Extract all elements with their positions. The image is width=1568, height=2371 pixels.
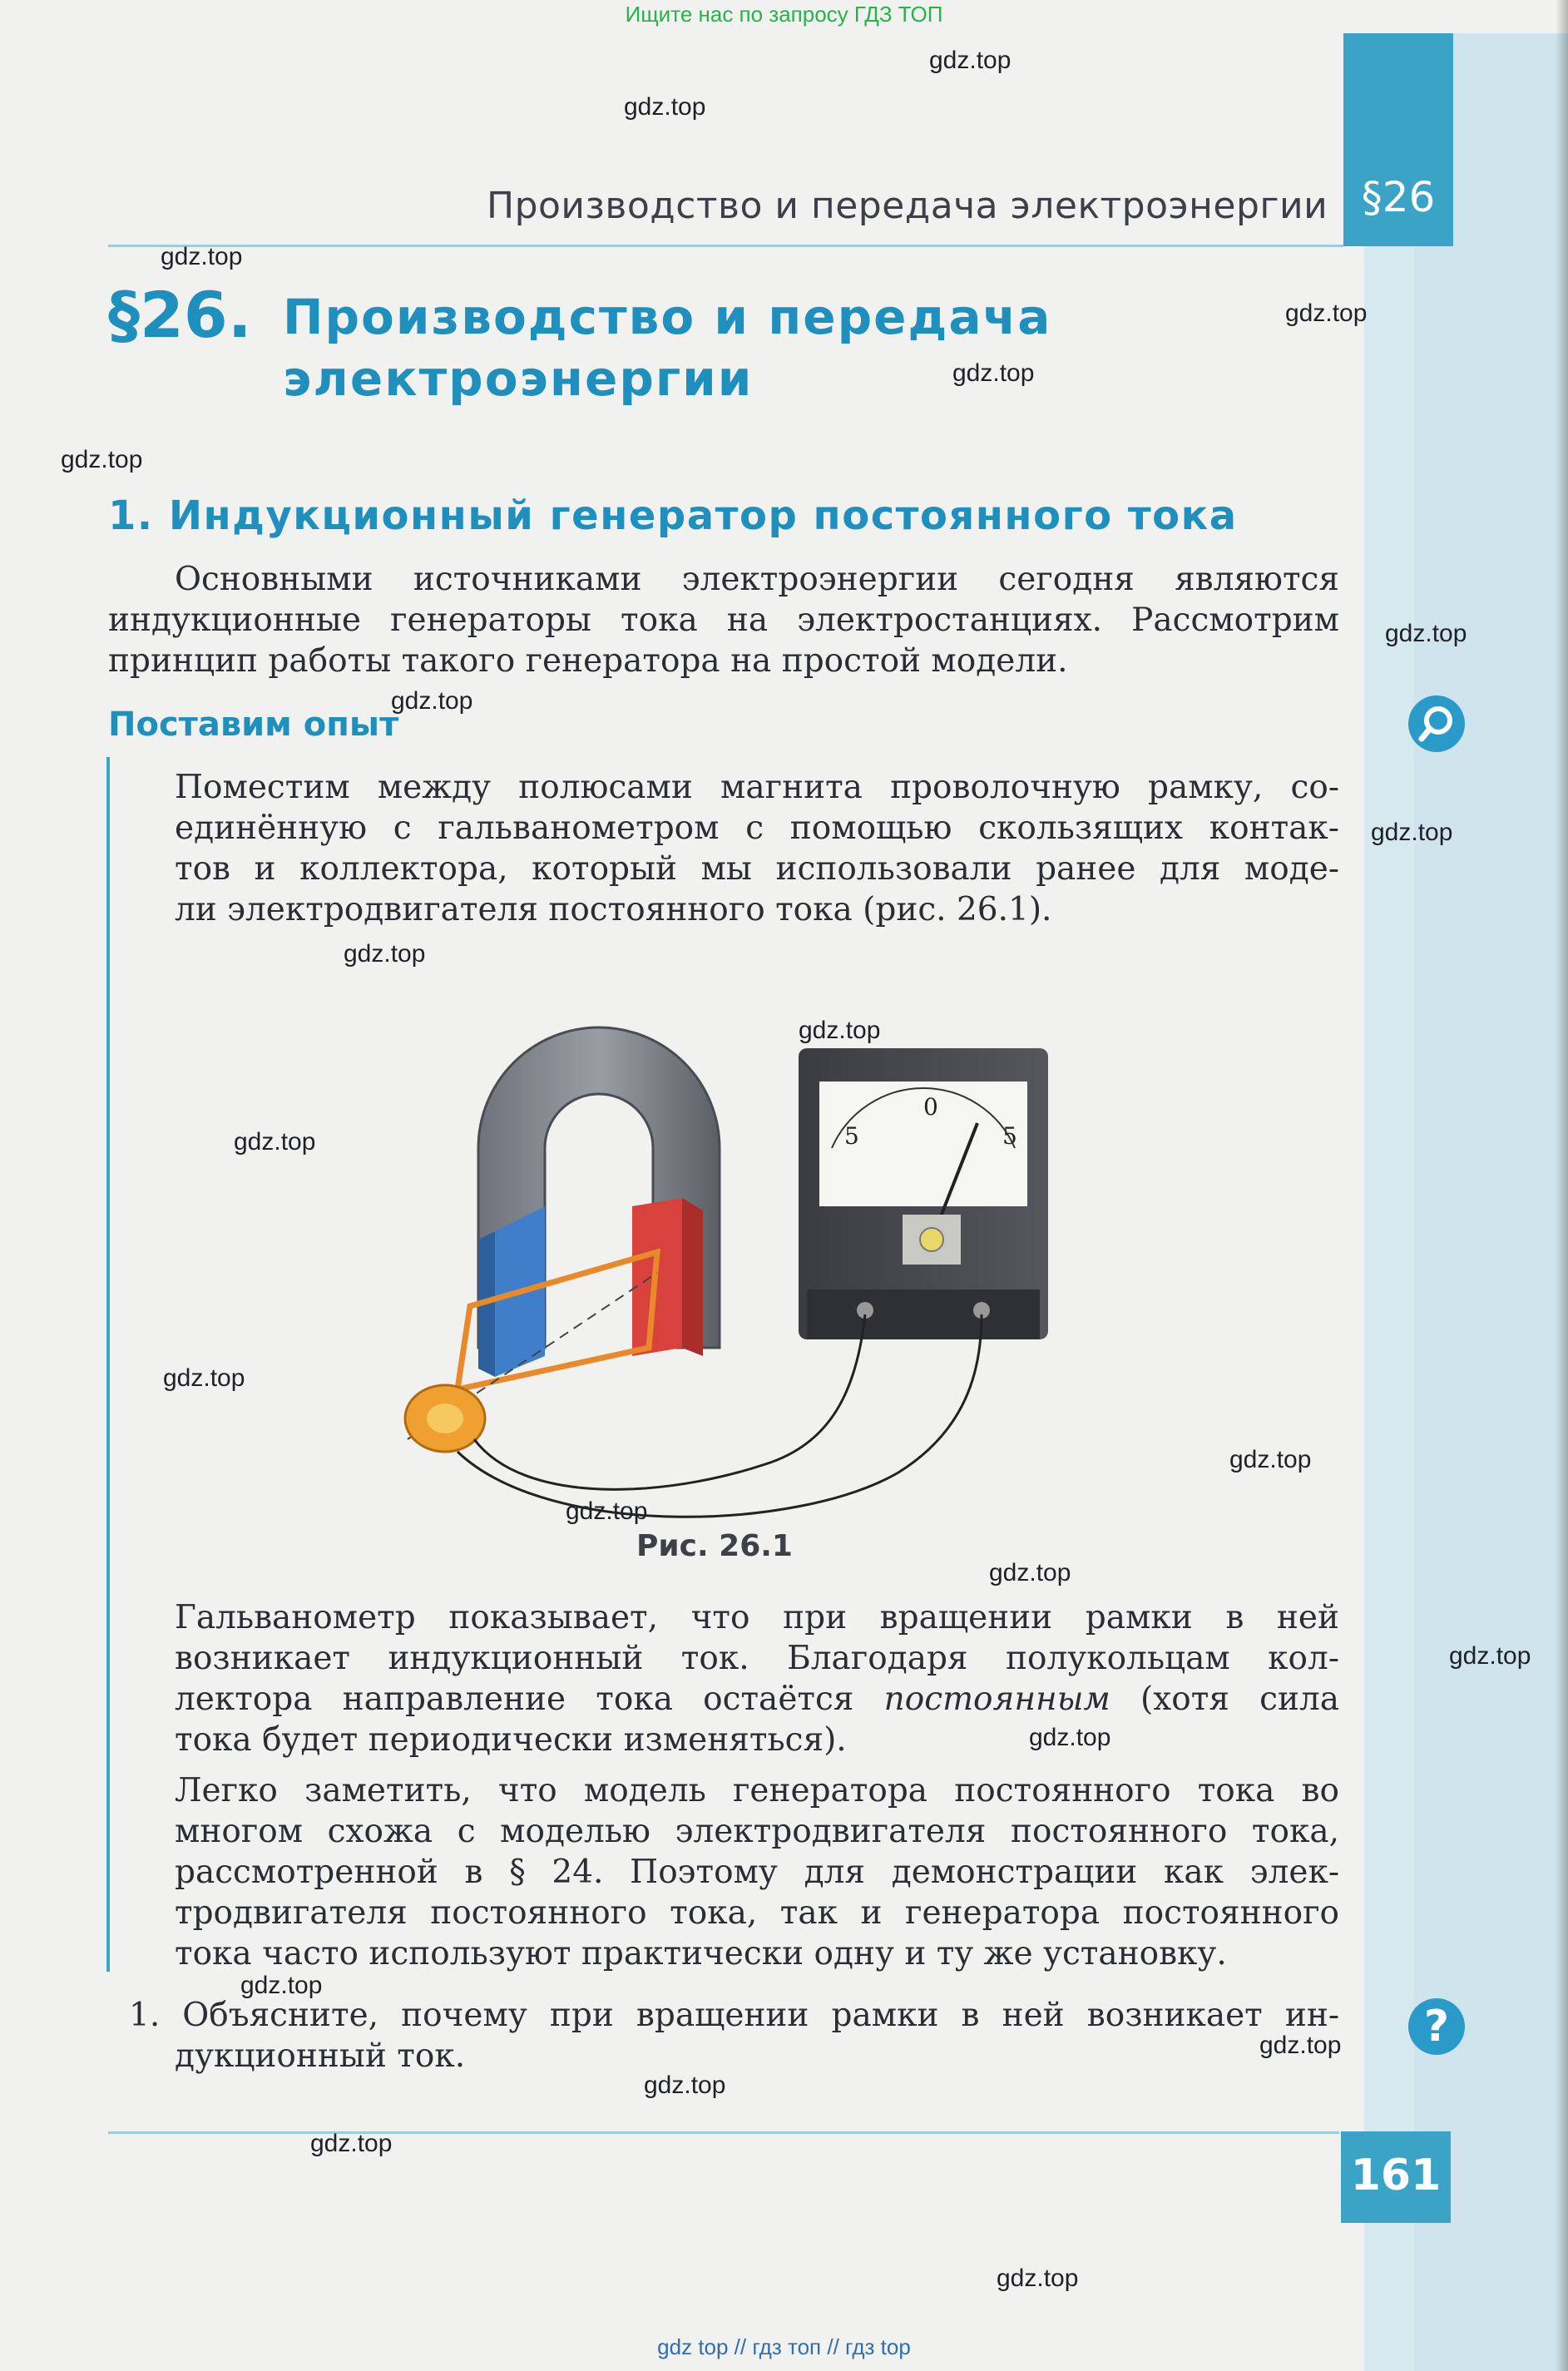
comp-line-4: тродвигателя постоянного тока, так и генератора постоянного [175,1894,1339,1932]
experiment-side-bar [106,757,110,1972]
comp-line-3: рассмотренной в § 24. Поэтому для демонстрации как элек- [175,1854,1339,1891]
watermark: gdz.top [163,1364,245,1392]
watermark: gdz.top [391,687,473,715]
top-banner[interactable]: Ищите нас по запросу ГДЗ ТОП [625,2,943,27]
section-title [283,286,1198,409]
question-line-2: дукционный ток. [175,2037,466,2075]
intro-line-3: принцип работы такого генератора на простой модели. [108,642,1068,680]
experiment-line-4: ли электродвигателя постоянного тока (рис. 26.1). [175,891,1052,928]
galv-line-3b: (хотя сила [1110,1680,1340,1718]
galv-line-3 [175,1679,1339,1720]
question-line-1: 1. Объясните, почему при вращении рамки в ней возникает ин- [129,1997,1339,2034]
experiment-heading: Поставим опыт [108,705,399,744]
comp-line-5: тока часто используют практически одну и ту же установку. [175,1935,1227,1973]
experiment-line-2: единённую с гальванометром с помощью скользящих контак- [175,809,1339,847]
watermark: gdz.top [310,2130,393,2157]
comp-line-2: многом схожа с моделью электродвигателя постоянного тока, [175,1813,1339,1850]
watermark: gdz.top [952,359,1035,387]
watermark: gdz.top [1285,299,1368,327]
experiment-line-3: тов и коллектора, который мы использовали ранее для моде- [175,850,1339,888]
footer-links[interactable]: gdz top // гдз топ // гдз top [657,2334,911,2359]
watermark: gdz.top [1385,620,1467,647]
watermark: gdz.top [799,1017,881,1044]
section-number: §26. [108,278,252,352]
experiment-line-1: Поместим между полюсами магнита проволочную рамку, со- [175,769,1339,806]
question [129,1995,1342,2076]
watermark: gdz.top [1371,819,1453,846]
watermark: gdz.top [344,940,426,968]
watermark: gdz.top [161,243,243,270]
comp-line-1: Легко заметить, что модель генератора постоянного тока во [175,1772,1339,1809]
section-title-line2: электроэнергии [283,350,754,407]
subsection-heading: 1. Индукционный генератор постоянного тока [108,493,1238,539]
watermark: gdz.top [1259,2032,1342,2059]
page-number: 161 [1350,2151,1442,2200]
watermark: gdz.top [989,1559,1071,1586]
header-rule [108,245,1343,247]
galv-line-3a: лектора направление тока остаётся [175,1680,884,1718]
galv-line-4: тока будет периодически изменяться). [175,1721,847,1759]
watermark: gdz.top [1029,1724,1111,1751]
intro-paragraph [108,559,1339,681]
galv-line-1: Гальванометр показывает, что при вращении рамки в ней [175,1599,1339,1636]
figure-caption: Рис. 26.1 [636,1529,793,1563]
intro-line-1: Основными источниками электроэнергии сегодня являются [175,561,1339,598]
watermark: gdz.top [61,446,143,473]
watermark: gdz.top [566,1497,648,1525]
experiment-paragraph [175,767,1339,930]
figure-generator-model [333,957,1098,1539]
galv-line-2: возникает индукционный ток. Благодаря полукольцам кол- [175,1640,1339,1677]
watermark: gdz.top [1449,1642,1531,1670]
galv-line-3-emphasis: постоянным [883,1680,1110,1718]
bottom-rule [108,2131,1339,2134]
watermark: gdz.top [929,47,1012,74]
page-edge-shadow [1556,0,1568,2371]
scale-left: 5 [844,1122,859,1150]
intro-line-2: индукционные генераторы тока на электростанциях. Рассмотрим [108,601,1339,639]
section-tab-label: §26 [1361,173,1436,221]
watermark: gdz.top [1229,1446,1312,1473]
question-icon: ? [1408,1998,1465,2055]
scale-zero: 0 [923,1093,938,1121]
running-header: Производство и передача электроэнергии [487,185,1328,227]
comparison-paragraph [175,1770,1339,1974]
scale-right: 5 [1002,1122,1017,1150]
watermark: gdz.top [234,1128,316,1156]
watermark: gdz.top [240,1972,323,1999]
search-icon [1408,695,1465,752]
section-title-line1: Производство и передача [283,289,1052,345]
galvanometer-paragraph [175,1597,1339,1760]
watermark: gdz.top [997,2265,1079,2292]
watermark: gdz.top [644,2072,726,2099]
watermark: gdz.top [624,93,706,121]
